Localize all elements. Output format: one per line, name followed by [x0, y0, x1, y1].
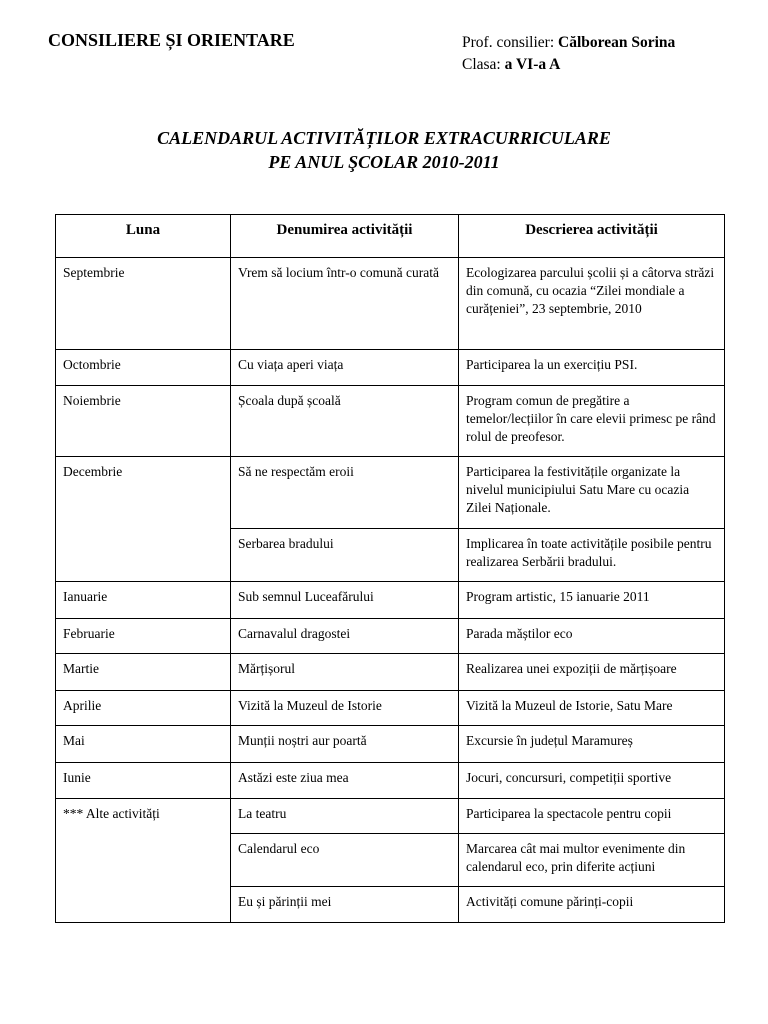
document-title: [0, 126, 768, 174]
table-header-row: [56, 215, 725, 258]
activity-description-cell: Jocuri, concursuri, competiții sportive: [459, 763, 725, 799]
table-row: [56, 763, 725, 799]
activity-description-cell: Participarea la un exercițiu PSI.: [459, 350, 725, 386]
activity-name-cell: Să ne respectăm eroii: [231, 457, 459, 529]
activities-table: [55, 214, 725, 923]
activity-name-cell: Mărțișorul: [231, 654, 459, 691]
activity-name-cell: Carnavalul dragostei: [231, 619, 459, 654]
header-activity-name: Denumirea activității: [231, 215, 459, 258]
activity-description-cell: Vizită la Muzeul de Istorie, Satu Mare: [459, 691, 725, 726]
table-row: [56, 457, 725, 529]
activity-description-cell: Program artistic, 15 ianuarie 2011: [459, 582, 725, 619]
activity-description-cell: Program comun de pregătire a temelor/lecțiilor în care elevii primesc pe rând rolul de preofesor.: [459, 386, 725, 457]
table-row: [56, 691, 725, 726]
header-month: Luna: [56, 215, 231, 258]
month-cell: Ianuarie: [56, 582, 231, 619]
teacher-line: [462, 32, 675, 54]
teacher-info: [462, 32, 675, 76]
teacher-name: Călborean Sorina: [558, 34, 676, 51]
month-cell: Decembrie: [56, 457, 231, 582]
activity-description-cell: Realizarea unei expoziții de mărțișoare: [459, 654, 725, 691]
activity-name-cell: Cu viața aperi viața: [231, 350, 459, 386]
activity-description-cell: Activități comune părinți-copii: [459, 887, 725, 923]
teacher-label: Prof. consilier:: [462, 34, 555, 51]
activity-description-cell: Ecologizarea parcului școlii și a câtorva străzi din comună, cu ocazia “Zilei mondiale a curățeniei”, 23 septembrie, 2010: [459, 258, 725, 350]
activity-name-cell: La teatru: [231, 799, 459, 834]
activity-name-cell: Sub semnul Luceafărului: [231, 582, 459, 619]
activity-description-cell: Implicarea în toate activitățile posibile pentru realizarea Serbării bradului.: [459, 529, 725, 582]
table-row: [56, 799, 725, 834]
activity-name-cell: Serbarea bradului: [231, 529, 459, 582]
month-cell: *** Alte activități: [56, 799, 231, 923]
activity-description-cell: Participarea la festivitățile organizate la nivelul municipiului Satu Mare cu ocazia Zilei Naționale.: [459, 457, 725, 529]
month-cell: Martie: [56, 654, 231, 691]
table-body: [56, 258, 725, 923]
table-row: [56, 654, 725, 691]
month-cell: Februarie: [56, 619, 231, 654]
activity-description-cell: Marcarea cât mai multor evenimente din calendarul eco, prin diferite acțiuni: [459, 834, 725, 887]
month-cell: Iunie: [56, 763, 231, 799]
title-line-2: PE ANUL ŞCOLAR 2010-2011: [268, 152, 500, 172]
month-cell: Noiembrie: [56, 386, 231, 457]
class-value: a VI-a A: [504, 56, 561, 73]
table-row: [56, 582, 725, 619]
table-row: [56, 619, 725, 654]
title-line-1: CALENDARUL ACTIVITĂȚILOR EXTRACURRICULARE: [157, 128, 611, 148]
subject-heading: CONSILIERE ȘI ORIENTARE: [48, 30, 295, 50]
activity-name-cell: Vrem să locium într-o comună curată: [231, 258, 459, 350]
class-line: [462, 54, 675, 76]
table-row: [56, 386, 725, 457]
class-label: Clasa:: [462, 56, 501, 73]
activity-name-cell: Vizită la Muzeul de Istorie: [231, 691, 459, 726]
month-cell: Aprilie: [56, 691, 231, 726]
table-row: [56, 258, 725, 350]
activity-name-cell: Munții noștri aur poartă: [231, 726, 459, 763]
activity-description-cell: Participarea la spectacole pentru copii: [459, 799, 725, 834]
activity-description-cell: Excursie în județul Maramureș: [459, 726, 725, 763]
table-row: [56, 726, 725, 763]
table-row: [56, 350, 725, 386]
activity-name-cell: Școala după școală: [231, 386, 459, 457]
activity-name-cell: Eu și părinții mei: [231, 887, 459, 923]
month-cell: Septembrie: [56, 258, 231, 350]
activity-description-cell: Parada măștilor eco: [459, 619, 725, 654]
activity-name-cell: Astăzi este ziua mea: [231, 763, 459, 799]
month-cell: Octombrie: [56, 350, 231, 386]
activity-name-cell: Calendarul eco: [231, 834, 459, 887]
month-cell: Mai: [56, 726, 231, 763]
header-activity-description: Descrierea activității: [459, 215, 725, 258]
